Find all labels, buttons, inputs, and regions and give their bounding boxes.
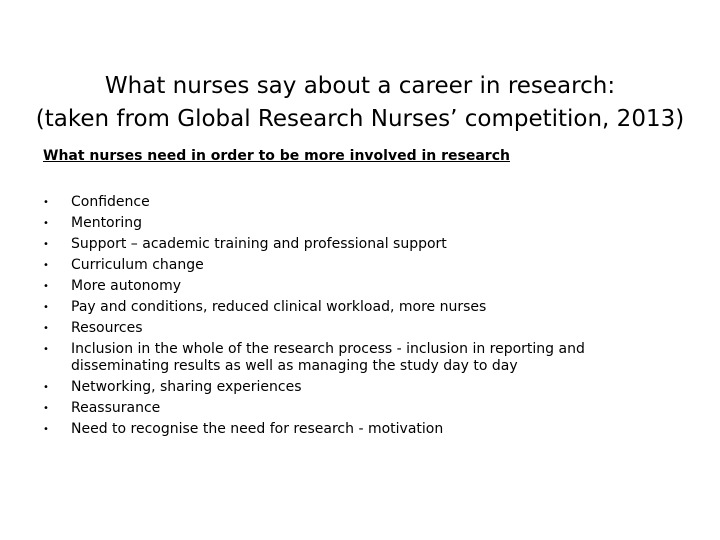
list-item: • Need to recognise the need for research - motivation [43, 419, 643, 440]
bullet-icon: • [43, 218, 49, 229]
title-line-2: (taken from Global Research Nurses’ competition, 2013) [35, 106, 685, 132]
list-item: • Resources [43, 318, 643, 339]
slide-title [0, 70, 720, 136]
section-heading: What nurses need in order to be more involved in research [43, 148, 510, 164]
list-item: • Support – academic training and professional support [43, 234, 643, 255]
bullet-icon: • [43, 382, 49, 393]
bullet-icon: • [43, 260, 49, 271]
list-item: • Networking, sharing experiences [43, 377, 643, 398]
bullet-icon: • [43, 239, 49, 250]
bullet-icon: • [43, 281, 49, 292]
bullet-icon: • [43, 424, 49, 435]
title-line-1: What nurses say about a career in research: [104, 73, 616, 99]
bullet-icon: • [43, 323, 49, 334]
list-item: • Confidence [43, 192, 643, 213]
list-item: • Inclusion in the whole of the research process - inclusion in reporting and disseminating results as well as managing the study day to day [43, 341, 585, 374]
bullet-list [43, 192, 643, 440]
bullet-icon: • [43, 403, 49, 414]
list-item: • Reassurance [43, 398, 643, 419]
bullet-icon: • [43, 197, 49, 208]
list-item: • Pay and conditions, reduced clinical workload, more nurses [43, 297, 643, 318]
list-item: • More autonomy [43, 276, 643, 297]
list-item: • Curriculum change [43, 255, 643, 276]
bullet-icon: • [43, 344, 49, 355]
bullet-icon: • [43, 302, 49, 313]
list-item: • Mentoring [43, 213, 643, 234]
